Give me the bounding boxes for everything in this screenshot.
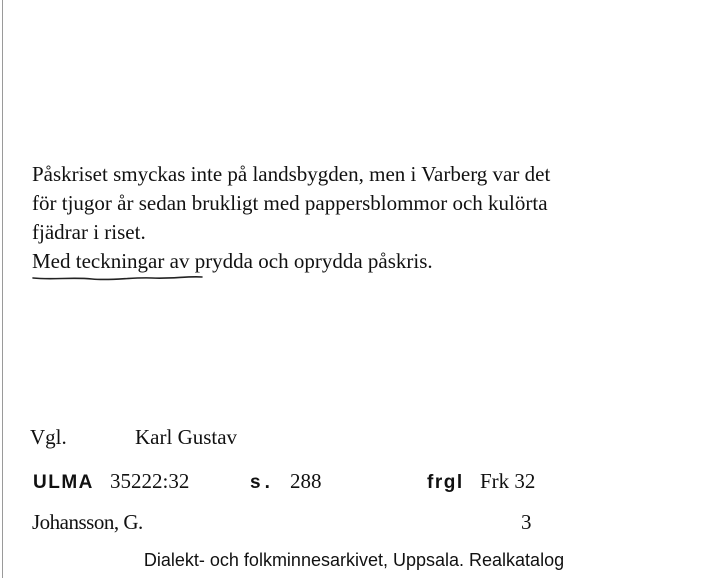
page-number: 288 xyxy=(290,469,322,493)
description-text xyxy=(32,160,692,276)
questionnaire-label: frgl xyxy=(427,472,464,493)
page-label: s. xyxy=(250,472,274,493)
archive-label: ULMA xyxy=(33,472,94,493)
handwritten-underline xyxy=(32,273,204,283)
description-line: fjädrar i riset. xyxy=(32,220,146,244)
recorder-count: 3 xyxy=(521,510,532,534)
reference-name: Karl Gustav xyxy=(135,425,238,449)
description-line: Påskriset smyckas inte på landsbygden, men i Varberg var det xyxy=(32,162,551,186)
vgl-label: Vgl. xyxy=(30,425,67,449)
description-line: för tjugor år sedan brukligt med pappersblommor och kulörta xyxy=(32,191,548,215)
archive-number: 35222:32 xyxy=(110,469,190,493)
questionnaire-value: Frk 32 xyxy=(480,469,536,493)
description-line: Med teckningar av prydda och oprydda påskris. xyxy=(32,249,433,273)
recorder-name: Johansson, G. xyxy=(32,510,143,534)
institution-footer: Dialekt- och folkminnesarkivet, Uppsala. Realkatalog xyxy=(143,550,565,570)
card-left-edge xyxy=(2,0,3,578)
